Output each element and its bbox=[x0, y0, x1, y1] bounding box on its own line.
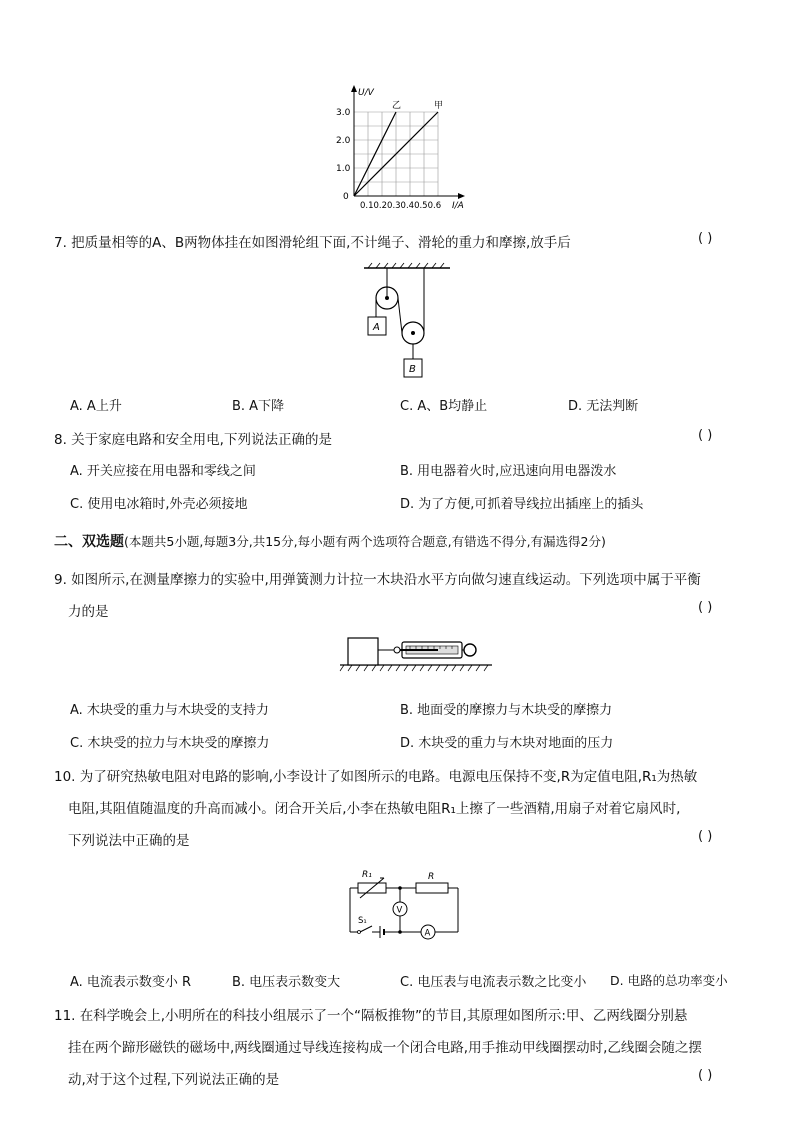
q7-option-a[interactable]: A. A上升 bbox=[70, 399, 122, 414]
q8-option-d[interactable]: D. 为了方便,可抓着导线拉出插座上的插头 bbox=[400, 497, 644, 512]
resistor-r bbox=[416, 883, 448, 893]
scale-ring bbox=[464, 644, 476, 656]
origin-label: 0 bbox=[343, 192, 349, 202]
x-axis-label: I/A bbox=[452, 201, 464, 211]
block-a-label: A bbox=[373, 322, 380, 333]
voltmeter-label: V bbox=[396, 905, 403, 916]
section-2-title: 二、双选题 bbox=[54, 534, 124, 550]
q8-answer-paren: ( ) bbox=[698, 428, 713, 443]
section-2-note: (本题共5小题,每题3分,共15分,每小题有两个选项符合题意,有错选不得分,有漏选得2分) bbox=[124, 534, 606, 549]
block-b-label: B bbox=[409, 364, 416, 375]
q10-option-b[interactable]: B. 电压表示数变大 bbox=[232, 975, 341, 990]
q9-option-c[interactable]: C. 木块受的拉力与木块受的摩擦力 bbox=[70, 736, 270, 751]
y-axis-label: U/V bbox=[358, 88, 374, 98]
q7-answer-paren: ( ) bbox=[698, 231, 713, 246]
line-label-yi: 乙 bbox=[392, 101, 402, 111]
q7-option-b[interactable]: B. A下降 bbox=[232, 399, 285, 414]
ammeter-label: A bbox=[424, 928, 431, 939]
section-2-heading bbox=[54, 531, 606, 551]
switch-s1 bbox=[360, 926, 372, 932]
uv-graph bbox=[330, 82, 480, 214]
ground-hatch bbox=[340, 665, 488, 671]
circuit-figure bbox=[340, 868, 464, 944]
q9-stem-line1: 9. 如图所示,在测量摩擦力的实验中,用弹簧测力计拉一木块沿水平方向做匀速直线运动。下列选项中属于平衡 bbox=[54, 572, 701, 588]
y-tick-1: 1.0 bbox=[336, 164, 351, 174]
q9-answer-paren: ( ) bbox=[698, 600, 713, 615]
q8-option-b[interactable]: B. 用电器着火时,应迅速向用电器泼水 bbox=[400, 464, 617, 479]
wood-block bbox=[348, 638, 378, 665]
s1-label: S₁ bbox=[358, 916, 367, 926]
y-axis-arrow bbox=[351, 85, 357, 92]
q8-option-c[interactable]: C. 使用电冰箱时,外壳必须接地 bbox=[70, 497, 248, 512]
y-tick-2: 2.0 bbox=[336, 136, 351, 146]
pulley-figure bbox=[360, 262, 454, 382]
q7-option-c[interactable]: C. A、B均静止 bbox=[400, 399, 488, 414]
q11-stem-line1: 11. 在科学晚会上,小明所在的科技小组展示了一个“隔板推物”的节目,其原理如图所示:甲、乙两线圈分别悬 bbox=[54, 1008, 688, 1024]
q10-stem-line3: 下列说法中正确的是 bbox=[68, 833, 190, 849]
q8-stem: 8. 关于家庭电路和安全用电,下列说法正确的是 bbox=[54, 432, 332, 448]
q9-option-a[interactable]: A. 木块受的重力与木块受的支持力 bbox=[70, 703, 269, 718]
q10-option-a[interactable]: A. 电流表示数变小 R bbox=[70, 975, 192, 990]
q8-option-a[interactable]: A. 开关应接在用电器和零线之间 bbox=[70, 464, 256, 479]
y-tick-3: 3.0 bbox=[336, 108, 351, 118]
q10-option-d[interactable]: D. 电路的总功率变小 bbox=[610, 973, 728, 988]
r1-label: R₁ bbox=[362, 870, 372, 880]
r-label: R bbox=[428, 872, 435, 882]
q10-answer-paren: ( ) bbox=[698, 829, 713, 844]
q10-stem-line1: 10. 为了研究热敏电阻对电路的影响,小李设计了如图所示的电路。电源电压保持不变,R为定值电阻,R₁为热敏 bbox=[54, 769, 698, 785]
friction-figure bbox=[338, 628, 494, 676]
q9-stem-line2: 力的是 bbox=[68, 604, 109, 620]
q10-stem-line2: 电阻,其阻值随温度的升高而减小。闭合开关后,小李在热敏电阻R₁上擦了一些酒精,用扇子对着它扇风时, bbox=[68, 801, 681, 817]
x-axis-arrow bbox=[458, 193, 465, 199]
rope-fixed-to-movable bbox=[398, 298, 402, 333]
q7-option-d[interactable]: D. 无法判断 bbox=[568, 399, 639, 414]
q11-answer-paren: ( ) bbox=[698, 1068, 713, 1083]
q9-option-b[interactable]: B. 地面受的摩擦力与木块受的摩擦力 bbox=[400, 703, 613, 718]
q11-stem-line3: 动,对于这个过程,下列说法正确的是 bbox=[68, 1072, 280, 1088]
q7-stem: 7. 把质量相等的A、B两物体挂在如图滑轮组下面,不计绳子、滑轮的重力和摩擦,放手后 bbox=[54, 235, 571, 251]
line-label-jia: 甲 bbox=[434, 101, 444, 111]
q10-option-c[interactable]: C. 电压表与电流表示数之比变小 bbox=[400, 975, 587, 990]
q9-option-d[interactable]: D. 木块受的重力与木块对地面的压力 bbox=[400, 736, 614, 751]
x-tick-labels: 0.10.20.30.40.50.6 bbox=[360, 201, 442, 211]
q11-stem-line2: 挂在两个蹄形磁铁的磁场中,两线圈通过导线连接构成一个闭合电路,用手推动甲线圈摆动时,乙线圈会随之摆 bbox=[68, 1040, 702, 1056]
